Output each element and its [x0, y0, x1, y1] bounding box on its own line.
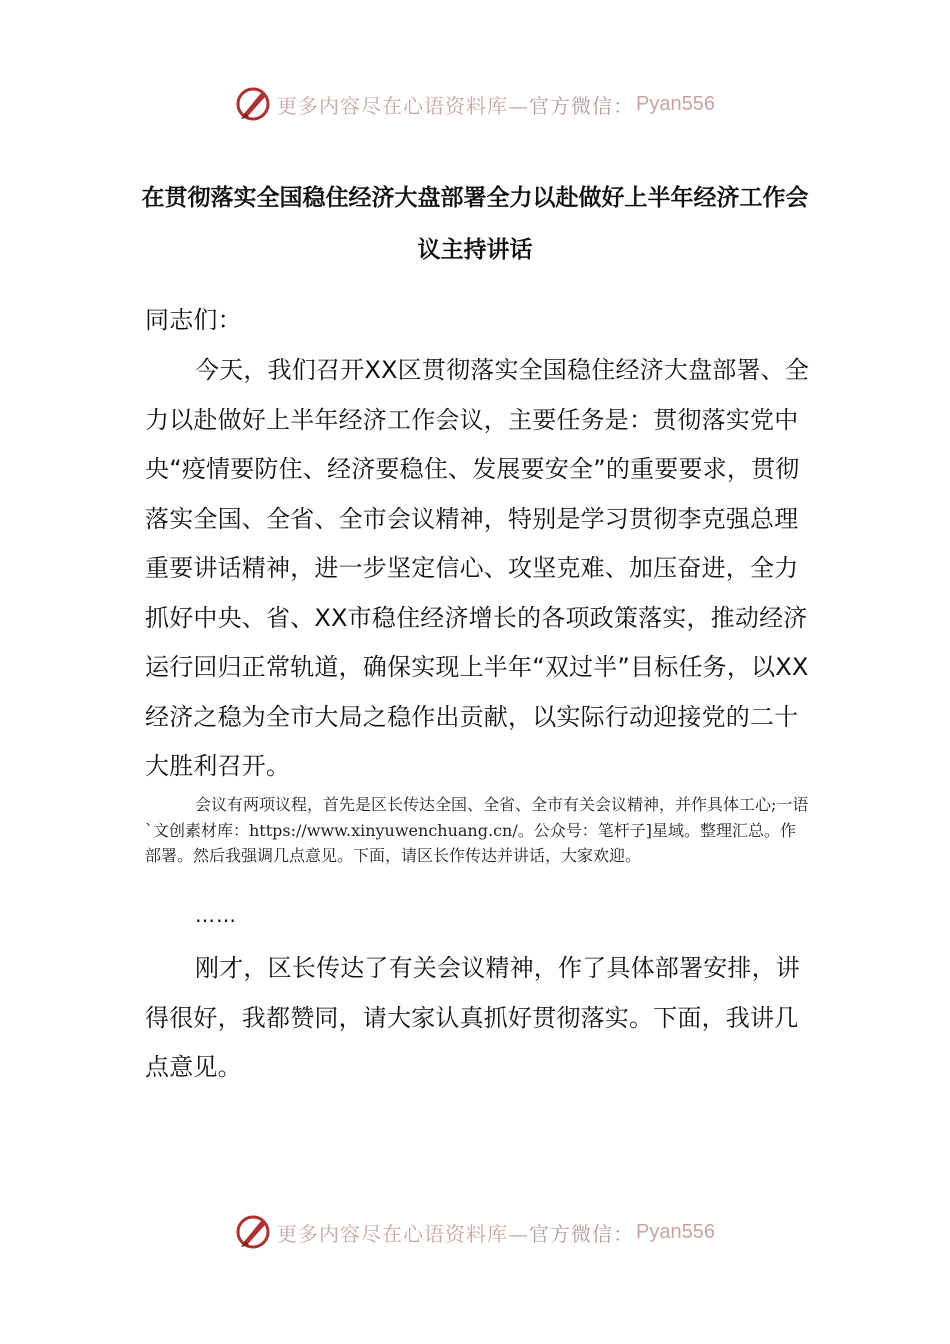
paragraph-1: 今天，我们召开XX区贯彻落实全国稳住经济大盘部署、全力以赴做好上半年经济工作会议，主要任务是：贯彻落实党中央“疫情要防住、经济要稳住、发展要安全”的重要要求，贯彻落实全国、全省、全市会议精神，特别是学习贯彻李克强总理重要讲话精神，进一步坚定信心、攻坚克难、加压奋进，全力抓好中央、省、XX市稳住经济增长的各项政策落实，推动经济运行回归正常轨道，确保实现上半年“双过半”目标任务，以XX经济之稳为全市大局之稳作出贡献，以实际行动迎接党的二十大胜利召开。 — [145, 356, 810, 780]
footer-banner-wechat-label: 官方微信： — [529, 1221, 635, 1246]
paragraph-2: 会议有两项议程，首先是区长传达全国、全省、全市有关会议精神，并作具体工心;一语`文创素材库：https://www.xinyuwenchuang.cn/。公众号：笔杆子]星域。整理汇总。作部署。然后我强调几点意见。下面，请区长作传达并讲话，大家欢迎。 — [145, 795, 809, 865]
pen-nib-logo-icon — [235, 1213, 273, 1251]
footer-banner — [0, 1212, 950, 1252]
header-banner — [0, 84, 950, 124]
banner-wechat-id: Pyan556 — [636, 92, 715, 115]
banner-text: 更多内容尽在心语资料库— — [277, 93, 530, 118]
banner-wechat-label: 官方微信： — [529, 93, 635, 118]
footer-banner-wechat-id: Pyan556 — [636, 1220, 715, 1243]
salutation: 同志们： — [145, 306, 242, 334]
paragraph-3: 刚才，区长传达了有关会议精神，作了具体部署安排，讲得很好，我都赞同，请大家认真抓好贯彻落实。下面，我讲几点意见。 — [145, 954, 800, 1081]
pen-nib-logo-icon — [235, 85, 273, 123]
ellipsis: …… — [195, 903, 237, 927]
document-title: 在贯彻落实全国稳住经济大盘部署全力以赴做好上半年经济工作会议主持讲话 — [141, 185, 809, 263]
footer-banner-text: 更多内容尽在心语资料库— — [277, 1221, 530, 1246]
